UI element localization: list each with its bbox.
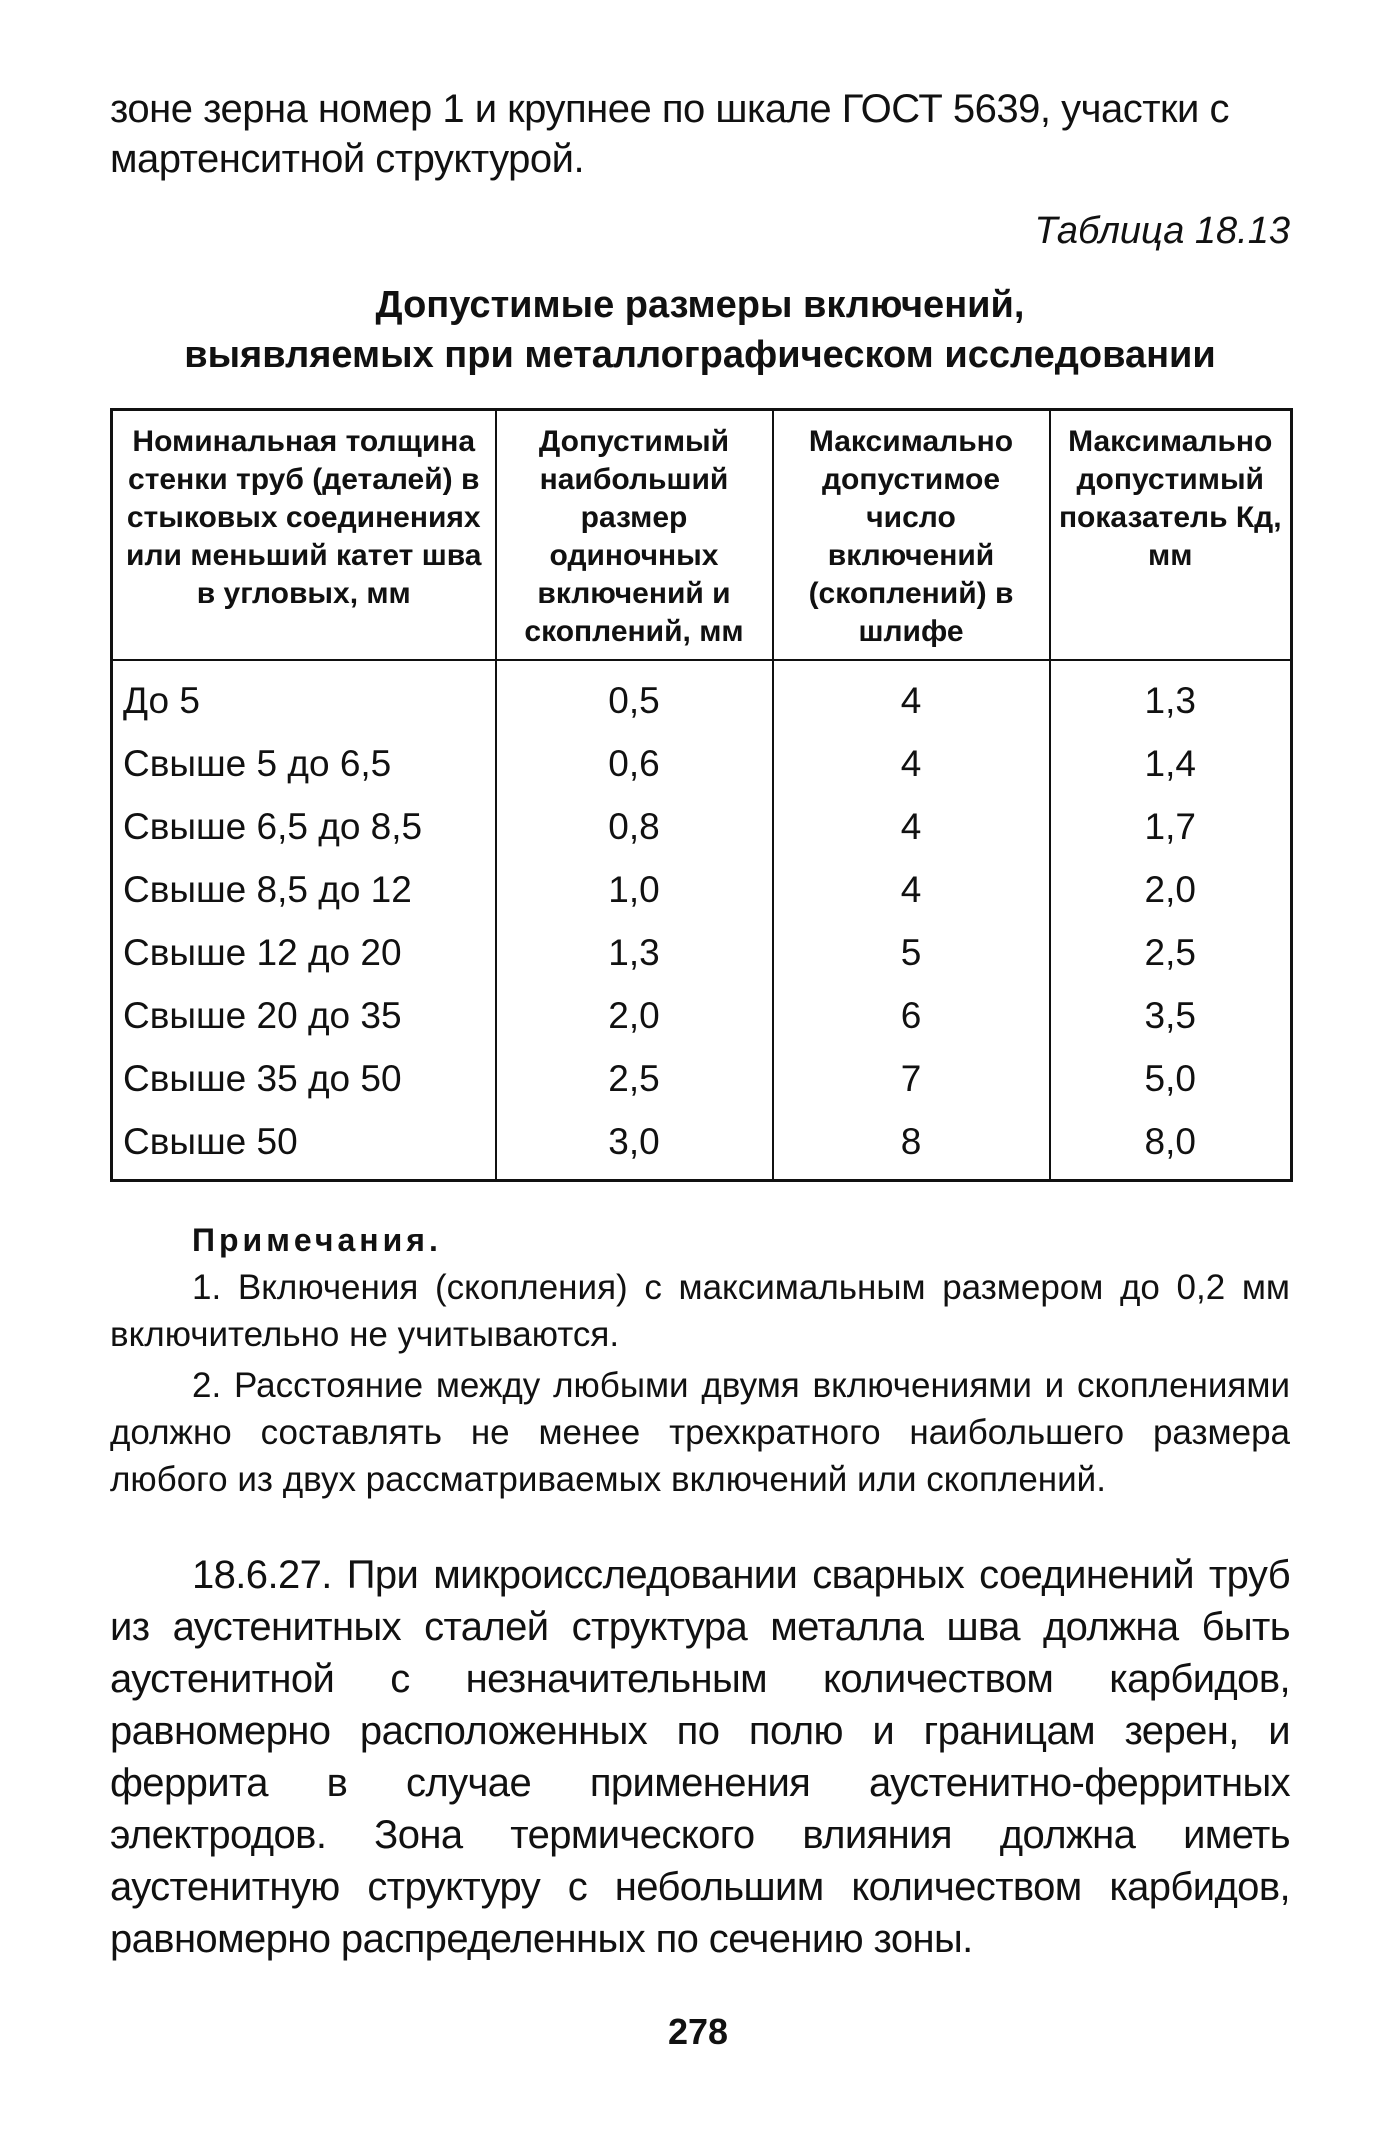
cell-size: 0,5 [496, 660, 773, 732]
cell-thickness: Свыше 12 до 20 [112, 921, 496, 984]
table-row [112, 984, 1292, 1047]
cell-size: 2,5 [496, 1047, 773, 1110]
cell-index: 2,0 [1050, 858, 1292, 921]
cell-thickness: Свыше 35 до 50 [112, 1047, 496, 1110]
page-number: 278 [667, 2011, 729, 2052]
cell-size: 0,6 [496, 732, 773, 795]
table-header-row [112, 410, 1292, 661]
cell-index: 1,7 [1050, 795, 1292, 858]
cell-size: 1,0 [496, 858, 773, 921]
table-caption [110, 280, 1290, 380]
cell-index: 3,5 [1050, 984, 1292, 1047]
cell-thickness: Свыше 20 до 35 [112, 984, 496, 1047]
cell-index: 1,4 [1050, 732, 1292, 795]
cell-count: 8 [773, 1110, 1050, 1181]
cell-count: 4 [773, 858, 1050, 921]
cell-size: 1,3 [496, 921, 773, 984]
table-row [112, 1110, 1292, 1181]
cell-size: 2,0 [496, 984, 773, 1047]
table-row [112, 1047, 1292, 1110]
cell-thickness: Свыше 8,5 до 12 [112, 858, 496, 921]
cell-count: 4 [773, 795, 1050, 858]
table-row [112, 921, 1292, 984]
cell-thickness: Свыше 5 до 6,5 [112, 732, 496, 795]
cell-thickness: До 5 [112, 660, 496, 732]
cell-count: 7 [773, 1047, 1050, 1110]
cell-thickness: Свыше 6,5 до 8,5 [112, 795, 496, 858]
cell-size: 3,0 [496, 1110, 773, 1181]
inclusions-table [110, 408, 1293, 1182]
table-caption-line1: Допустимые размеры включений, [375, 284, 1025, 326]
header-wall-thickness: Номинальная толщина стенки труб (деталей) в стыковых соединениях или меньший катет шва в угловых, мм [112, 410, 496, 661]
table-row [112, 795, 1292, 858]
cell-index: 1,3 [1050, 660, 1292, 732]
cell-index: 5,0 [1050, 1047, 1292, 1110]
cell-count: 4 [773, 732, 1050, 795]
table-row [112, 858, 1292, 921]
section-paragraph: 18.6.27. При микроисследовании сварных соединений труб из аустенитных сталей структура металла шва должна быть аустенитной с незначительным количеством карбидов, равномерно расположенных по полю и границам зерен, и феррита в случае применения аустенитно-ферритных электродов. Зона термического влияния должна иметь аустенитную структуру с небольшим количеством карбидов, равномерно распределенных по сечению зоны. [110, 1553, 1290, 1961]
cell-index: 2,5 [1050, 921, 1292, 984]
table-caption-line2: выявляемых при металлографическом исследовании [184, 334, 1216, 376]
cell-thickness: Свыше 50 [112, 1110, 496, 1181]
note-item-2: 2. Расстояние между любыми двумя включениями и скоплениями должно составлять не менее трехкратного наибольшего размера любого из двух рассматриваемых включений или скоплений. [110, 1366, 1290, 1499]
intro-text: зоне зерна номер 1 и крупнее по шкале ГОСТ 5639, участки с мартенситной структурой. [110, 87, 1229, 181]
header-max-inclusion-size: Допустимый наибольший размер одиночных включений и скоплений, мм [496, 410, 773, 661]
cell-size: 0,8 [496, 795, 773, 858]
cell-count: 5 [773, 921, 1050, 984]
page-content [110, 84, 1290, 1965]
header-max-inclusion-count: Максимально допустимое число включений (скоплений) в шлифе [773, 410, 1050, 661]
table-row [112, 660, 1292, 732]
notes-title: Примечания. [192, 1222, 442, 1258]
header-max-index: Максимально допустимый показатель Кд, мм [1050, 410, 1292, 661]
cell-count: 4 [773, 660, 1050, 732]
cell-index: 8,0 [1050, 1110, 1292, 1181]
table-row [112, 732, 1292, 795]
cell-count: 6 [773, 984, 1050, 1047]
table-label: Таблица 18.13 [1034, 210, 1290, 252]
note-item-1: 1. Включения (скопления) с максимальным размером до 0,2 мм включительно не учитываются. [110, 1268, 1290, 1354]
